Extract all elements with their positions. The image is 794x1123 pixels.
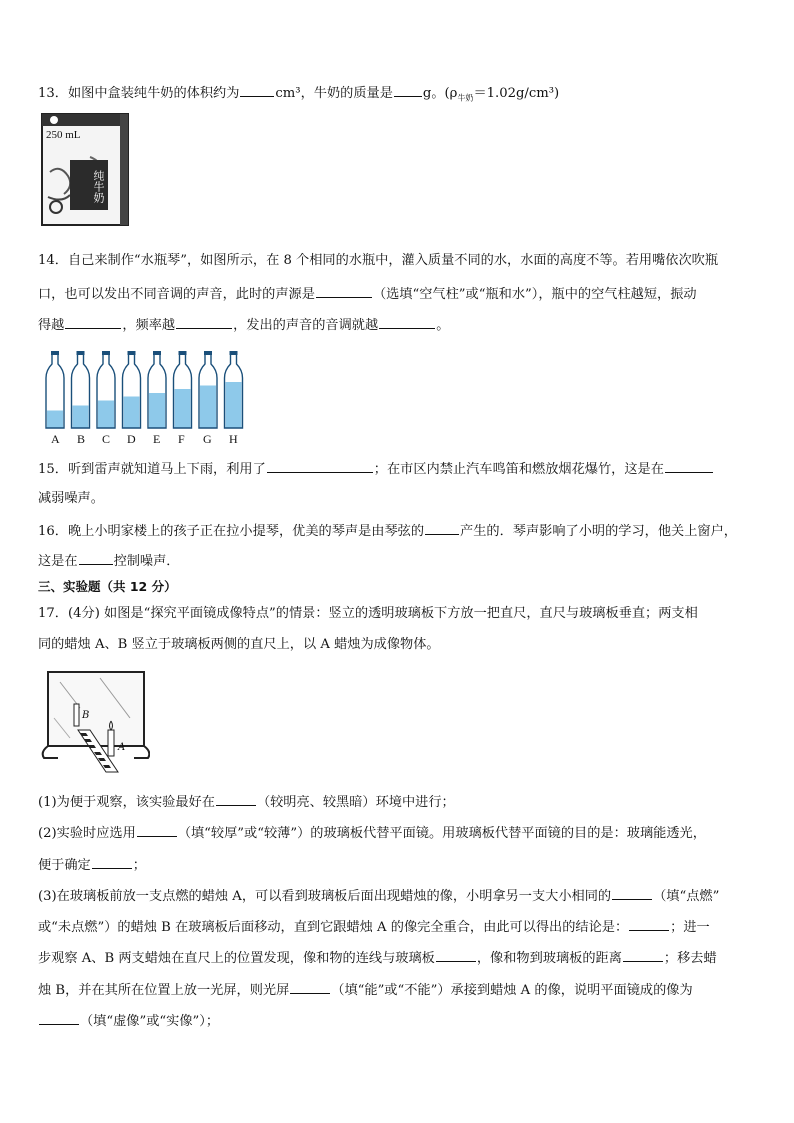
bottle-cap xyxy=(77,351,85,355)
q14-vibrate-blank[interactable] xyxy=(65,315,121,329)
q17-s2-cont xyxy=(38,855,146,875)
q17-s2d: ； xyxy=(132,858,146,873)
q15-info-blank[interactable] xyxy=(267,459,373,473)
carton-brand-label: 纯牛奶 xyxy=(92,170,105,203)
q16-control-blank[interactable] xyxy=(79,551,113,565)
q14-text-3b: ，频率越 xyxy=(122,318,176,333)
section-3-heading: 三、实验题（共 12 分） xyxy=(38,579,177,594)
q16-line-1 xyxy=(38,521,737,541)
q16-text-1a: 16．晚上小明家楼上的孩子正在拉小提琴，优美的琴声是由琴弦的 xyxy=(38,524,425,539)
bottle-label-d: D xyxy=(127,432,136,446)
q14-line-3 xyxy=(38,315,449,335)
q14-line-1: 14．自己来制作“水瓶琴”，如图所示，在 8 个相同的水瓶中，灌入质量不同的水，水面的高度不等。若用嘴依次吹瓶 xyxy=(38,253,719,268)
q14-line-2 xyxy=(38,284,697,304)
milk-carton-figure xyxy=(40,112,130,227)
q16-text-2a: 这是在 xyxy=(38,554,78,569)
q17-s2c: 便于确定 xyxy=(38,858,91,873)
q17-s3i: （填“能”或“不能”）承接到蜡烛 A 的像，说明平面镜成的像为 xyxy=(331,983,693,998)
q17-lit-blank[interactable] xyxy=(612,886,652,900)
bottle-water xyxy=(200,386,216,429)
bottle-h xyxy=(225,351,243,428)
q13-mass-blank[interactable] xyxy=(394,83,422,97)
q15-line-2: 减弱噪声。 xyxy=(38,491,104,506)
bottle-label-b: B xyxy=(77,432,86,446)
q17-environment-blank[interactable] xyxy=(216,792,256,806)
bottle-water xyxy=(124,397,140,429)
q14-text-3c: ，发出的声音的音调就越 xyxy=(233,318,379,333)
bottle-g xyxy=(199,351,217,428)
bottle-water xyxy=(175,389,191,428)
q17-thickness-blank[interactable] xyxy=(137,823,177,837)
q15-text-1a: 15．听到雷声就知道马上下雨，利用了 xyxy=(38,462,266,477)
bottle-water xyxy=(226,382,242,428)
q17-line-1: 17．(4分) 如图是“探究平面镜成像特点”的情景：竖立的透明玻璃板下方放一把直尺，直尺与玻璃板垂直；两支相 xyxy=(38,606,698,621)
q16-text-2b: 控制噪声． xyxy=(113,554,180,569)
q17-s2 xyxy=(38,823,706,843)
q17-s3b: （填“点燃” xyxy=(653,889,720,904)
carton-volume-label: 250 mL xyxy=(46,129,81,141)
q17-screen-blank[interactable] xyxy=(290,980,330,994)
bottle-b xyxy=(72,351,90,428)
bottle-label-e: E xyxy=(153,432,161,446)
q13-line xyxy=(38,83,559,108)
q13-text-1: 13．如图中盒装纯牛奶的体积约为 xyxy=(38,86,240,101)
q17-s2b: （填“较厚”或“较薄”）的玻璃板代替平面镜。用玻璃板代替平面镜的目的是：玻璃能透光， xyxy=(177,826,706,841)
q17-s3d: ；进一 xyxy=(670,920,710,935)
q17-s3-line-1 xyxy=(38,886,719,906)
q17-s3-line-2 xyxy=(38,917,710,937)
bottle-label-g: G xyxy=(203,432,212,446)
bottle-water xyxy=(73,406,89,429)
bottle-cap xyxy=(179,351,187,355)
q16-text-1b: 产生的．琴声影响了小明的学习，他关上窗户， xyxy=(460,524,737,539)
q17-line-2: 同的蜡烛 A、B 竖立于玻璃板两侧的直尺上，以 A 蜡烛为成像物体。 xyxy=(38,637,440,652)
bottle-label-a: A xyxy=(51,432,60,446)
bottle-water xyxy=(98,401,114,429)
q17-s3j: （填“虚像”或“实像”）； xyxy=(80,1014,220,1029)
q15-noise-blank[interactable] xyxy=(665,459,713,473)
q15-line-1 xyxy=(38,459,714,479)
bottle-water xyxy=(149,393,165,428)
q17-conclusion-blank[interactable] xyxy=(629,917,669,931)
bottle-e xyxy=(148,351,166,428)
q17-s3c: 或“未点燃”）的蜡烛 B 在玻璃板后面移动，直到它跟蜡烛 A 的像完全重合，由此可以得出的结论是： xyxy=(38,920,629,935)
q14-text-2b: （选填“空气柱”或“瓶和水”），瓶中的空气柱越短，振动 xyxy=(372,287,697,302)
q17-s3h: 烛 B，并在其所在位置上放一光屏，则光屏 xyxy=(38,983,290,998)
q13-rho-subscript: 牛奶 xyxy=(457,93,474,103)
q17-s3f: ，像和物到玻璃板的距离 xyxy=(476,951,622,966)
bottle-water xyxy=(47,411,63,429)
bottle-cap xyxy=(51,351,59,355)
bottle-f xyxy=(174,351,192,428)
q14-text-3a: 得越 xyxy=(38,318,65,333)
bottle-cap xyxy=(230,351,238,355)
plane-mirror-figure xyxy=(40,668,150,773)
water-bottles-figure xyxy=(42,350,254,430)
q13-volume-blank[interactable] xyxy=(240,83,274,97)
q17-s1a: (1)为便于观察，该实验最好在 xyxy=(38,795,215,810)
q14-source-blank[interactable] xyxy=(316,284,372,298)
q17-s1 xyxy=(38,792,455,812)
q14-text-3d: 。 xyxy=(436,318,450,333)
q14-text-2a: 口，也可以发出不同音调的声音，此时的声源是 xyxy=(38,287,315,302)
q13-text-3: g。(ρ xyxy=(422,86,458,101)
q17-purpose-blank[interactable] xyxy=(92,855,132,869)
q14-pitch-blank[interactable] xyxy=(379,315,435,329)
q17-s3e: 步观察 A、B 两支蜡烛在直尺上的位置发现，像和物的连线与玻璃板 xyxy=(38,951,435,966)
bottle-cap xyxy=(153,351,161,355)
bottle-label-c: C xyxy=(102,432,111,446)
bottle-c xyxy=(97,351,115,428)
bottle-label-h: H xyxy=(229,432,238,446)
bottle-d xyxy=(123,351,141,428)
bottle-cap xyxy=(128,351,136,355)
candle-b-label: B xyxy=(82,710,90,721)
bottle-label-f: F xyxy=(178,432,185,446)
q17-s2a: (2)实验时应选用 xyxy=(38,826,136,841)
q17-distance-blank[interactable] xyxy=(623,948,663,962)
q14-frequency-blank[interactable] xyxy=(176,315,232,329)
q17-s3-line-5 xyxy=(38,1011,219,1031)
q16-vibration-blank[interactable] xyxy=(425,521,459,535)
q17-line-relation-blank[interactable] xyxy=(436,948,476,962)
q17-s3g: ；移去蜡 xyxy=(663,951,717,966)
bottle-cap xyxy=(102,351,110,355)
q17-image-type-blank[interactable] xyxy=(39,1011,79,1025)
q17-s3-line-3 xyxy=(38,948,717,968)
q17-s3-line-4 xyxy=(38,980,693,1000)
q13-text-4: ＝1.02g/cm³) xyxy=(473,86,560,101)
candle-a-label: A xyxy=(118,742,126,753)
bottle-a xyxy=(46,351,64,428)
q16-line-2 xyxy=(38,551,180,571)
q15-text-1b: ；在市区内禁止汽车鸣笛和燃放烟花爆竹，这是在 xyxy=(373,462,664,477)
q17-s1b: （较明亮、较黑暗）环境中进行； xyxy=(256,795,455,810)
q13-text-2: cm³，牛奶的质量是 xyxy=(275,86,393,101)
bottle-cap xyxy=(204,351,212,355)
q17-s3a: (3)在玻璃板前放一支点燃的蜡烛 A，可以看到玻璃板后面出现蜡烛的像，小明拿另一支大小相同的 xyxy=(38,889,612,904)
